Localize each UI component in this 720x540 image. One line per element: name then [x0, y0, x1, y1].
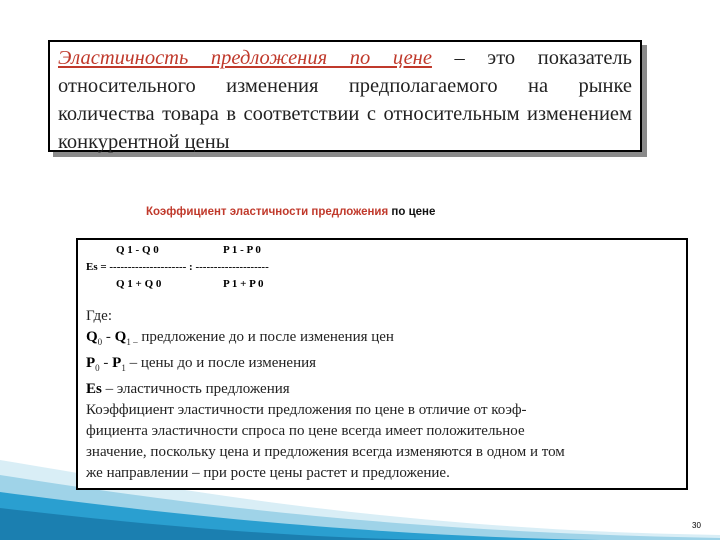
- definition-text: – это показатель относительного изменения предполагаемого на рынке количества товара в соответствии с относительным изменением конкурентной цены: [58, 47, 632, 153]
- symbol-q1: Q: [114, 329, 127, 345]
- separator: -: [102, 329, 115, 345]
- legend-p-line: [86, 353, 672, 379]
- numerator-q: Q 1 - Q 0: [116, 244, 159, 256]
- denominator-p: P 1 + P 0: [223, 278, 264, 290]
- legend-paragraph-line: фициента эластичности спроса по цене всегда имеет положительное: [86, 423, 525, 439]
- symbol-p0: P: [86, 355, 96, 371]
- separator: -: [99, 355, 113, 371]
- legend-es-line: [86, 379, 672, 400]
- formula-title-main: Коэффициент эластичности предложения: [146, 206, 389, 218]
- legend-paragraph-line: же направлении – при росте цены растет и предложение.: [86, 465, 450, 481]
- subscript-0: 0: [95, 363, 100, 373]
- symbol-es: Es: [86, 381, 102, 397]
- denominator-q: Q 1 + Q 0: [116, 278, 162, 290]
- legend-paragraph-line: значение, поскольку цена и предложения всегда изменяются в одном и том: [86, 444, 565, 460]
- definition-box: [48, 40, 642, 152]
- legend-q-line: [86, 327, 672, 353]
- legend-es-text: – эластичность предложения: [101, 381, 290, 397]
- legend-where: Где:: [86, 308, 113, 324]
- symbol-q0: Q: [86, 329, 98, 345]
- formula-legend: [86, 306, 672, 484]
- subscript-1: 1: [121, 363, 126, 373]
- legend-paragraph-line: Коэффициент эластичности предложения по цене в отличие от коэф-: [86, 402, 527, 418]
- symbol-p1: P: [112, 355, 122, 371]
- formula-box: [76, 238, 688, 490]
- formula-title: [146, 206, 435, 218]
- legend-p-text: – цены до и после изменения: [125, 355, 317, 371]
- numerator-p: P 1 - P 0: [223, 244, 261, 256]
- definition-term: Эластичность предложения по цене: [58, 47, 432, 69]
- legend-q-text: предложение до и после изменения цен: [137, 329, 394, 345]
- formula-lhs: Es = --------------------- : --------------------: [86, 261, 269, 273]
- formula-title-tail: по цене: [388, 206, 436, 218]
- subscript-0: 0: [97, 337, 103, 347]
- page-number: 30: [692, 521, 701, 530]
- subscript-1: 1 –: [126, 337, 138, 347]
